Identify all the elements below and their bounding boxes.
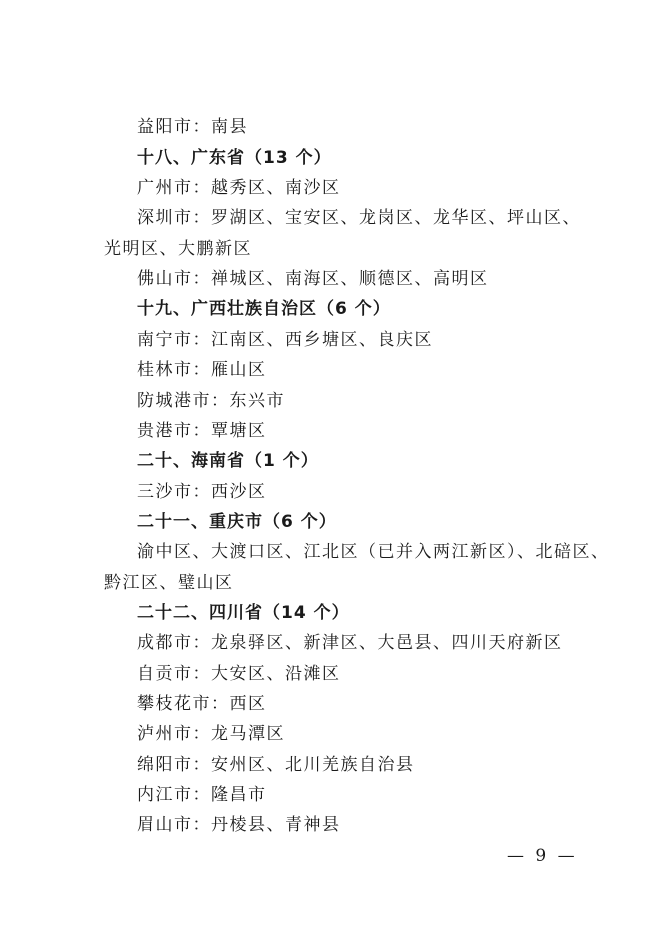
- text-line: 眉山市：丹棱县、青神县: [137, 815, 341, 835]
- text-line: 三沙市：西沙区: [137, 482, 267, 502]
- text-line: 攀枝花市：西区: [137, 694, 267, 714]
- page-number: — 9 —: [507, 846, 578, 866]
- text-line: 佛山市：禅城区、南海区、顺德区、高明区: [137, 269, 489, 289]
- text-line: 益阳市：南县: [137, 117, 248, 137]
- section-heading: 二十二、四川省（14 个）: [137, 603, 350, 623]
- text-line: 内江市：隆昌市: [137, 785, 267, 805]
- text-line: 桂林市：雁山区: [137, 360, 267, 380]
- text-line: 渝中区、大渡口区、江北区（已并入两江新区）、北碚区、: [137, 542, 610, 562]
- section-heading: 二十一、重庆市（6 个）: [137, 512, 337, 532]
- text-line: 自贡市：大安区、沿滩区: [137, 664, 341, 684]
- section-heading: 二十、海南省（1 个）: [137, 451, 319, 471]
- text-line: 成都市：龙泉驿区、新津区、大邑县、四川天府新区: [137, 633, 563, 653]
- text-line: 深圳市：罗湖区、宝安区、龙岗区、龙华区、坪山区、: [137, 208, 581, 228]
- text-line: 广州市：越秀区、南沙区: [137, 178, 341, 198]
- text-line-continuation: 黔江区、璧山区: [104, 573, 234, 593]
- text-line: 南宁市：江南区、西乡塘区、良庆区: [137, 330, 433, 350]
- text-line: 防城港市：东兴市: [137, 391, 285, 411]
- text-line: 泸州市：龙马潭区: [137, 724, 285, 744]
- text-line-continuation: 光明区、大鹏新区: [104, 239, 252, 259]
- section-heading: 十九、广西壮族自治区（6 个）: [137, 299, 391, 319]
- text-line: 贵港市：覃塘区: [137, 421, 267, 441]
- text-line: 绵阳市：安州区、北川羌族自治县: [137, 755, 415, 775]
- section-heading: 十八、广东省（13 个）: [137, 148, 332, 168]
